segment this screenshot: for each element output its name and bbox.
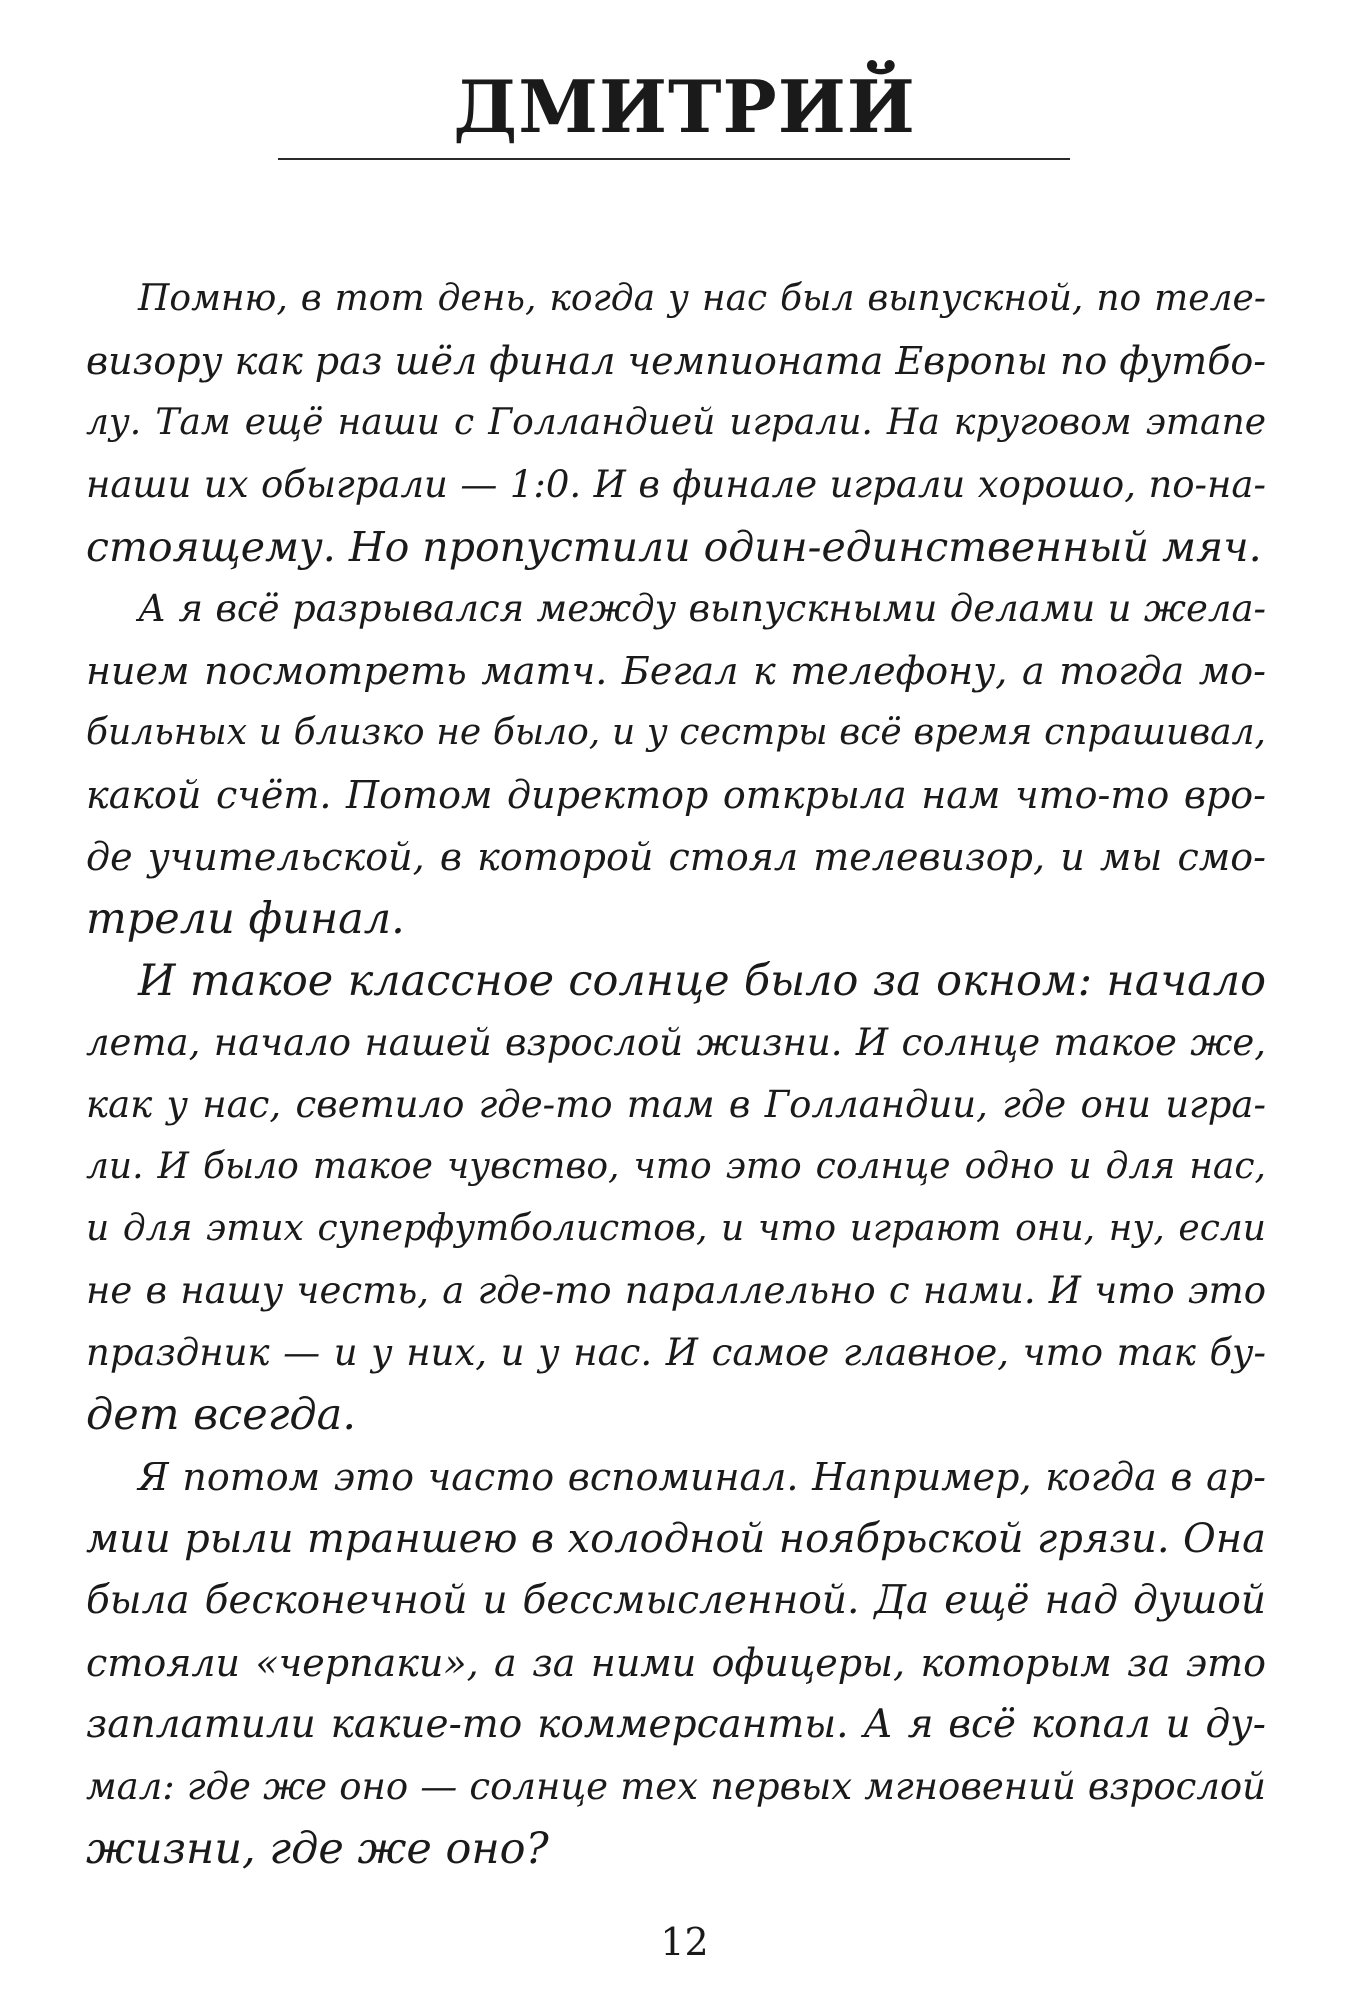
text-line: мии рыли траншею в холодной ноябрьской грязи. Она bbox=[86, 1516, 1266, 1562]
text-line: лета, начало нашей взрослой жизни. И солнце такое же, bbox=[86, 1021, 1266, 1064]
text-line: ли. И было такое чувство, что это солнце одно и для нас, bbox=[86, 1146, 1266, 1187]
text-line: какой счёт. Потом директор открыла нам что-то вро- bbox=[86, 773, 1266, 817]
text-line: де учительской, в которой стоял телевизор, и мы смо- bbox=[86, 835, 1266, 879]
text-line: нием посмотреть матч. Бегал к телефону, а тогда мо- bbox=[86, 649, 1266, 693]
chapter-title: ДМИТРИЙ bbox=[453, 64, 916, 149]
text-line: стоящему. Но пропустили один-единственный мяч. bbox=[86, 523, 1262, 571]
text-line: Я потом это часто вспоминал. Например, когда в ар- bbox=[138, 1455, 1266, 1499]
text-line: и для этих суперфутболистов, и что играют они, ну, если bbox=[86, 1208, 1266, 1249]
text-line: Помню, в тот день, когда у нас был выпускной, по теле- bbox=[138, 278, 1266, 319]
text-line: как у нас, светило где-то там в Голландии, где они игра- bbox=[86, 1083, 1266, 1126]
text-line: была бесконечной и бессмысленной. Да ещё над душой bbox=[86, 1578, 1266, 1623]
text-line: А я всё разрывался между выпускными делами и жела- bbox=[138, 587, 1266, 630]
text-line: праздник — и у них, и у нас. И самое главное, что так бу- bbox=[86, 1331, 1266, 1374]
text-line: И такое классное солнце было за окном: начало bbox=[138, 956, 1266, 1006]
body-text bbox=[86, 268, 1266, 1880]
text-line: наши их обыграли — 1:0. И в финале играли хорошо, по-на- bbox=[86, 463, 1266, 506]
text-line: заплатили какие-то коммерсанты. А я всё копал и ду- bbox=[86, 1702, 1266, 1747]
text-line: трели финал. bbox=[86, 894, 405, 944]
text-line: не в нашу честь, а где-то параллельно с нами. И что это bbox=[86, 1269, 1266, 1312]
text-line: визору как раз шёл финал чемпионата Европы по футбо- bbox=[86, 339, 1267, 383]
text-line: стояли «черпаки», а за ними офицеры, которым за это bbox=[86, 1641, 1266, 1685]
text-line: мал: где же оно — солнце тех первых мгновений взрослой bbox=[86, 1765, 1266, 1808]
text-line: жизни, где же оно? bbox=[86, 1824, 549, 1874]
text-line: дет всегда. bbox=[86, 1390, 356, 1440]
text-line: лу. Там ещё наши с Голландией играли. На круговом этапе bbox=[86, 402, 1266, 443]
page-number: 12 bbox=[660, 1920, 709, 1964]
title-underline bbox=[278, 158, 1070, 160]
text-line: бильных и близко не было, и у сестры всё время спрашивал, bbox=[86, 712, 1266, 753]
